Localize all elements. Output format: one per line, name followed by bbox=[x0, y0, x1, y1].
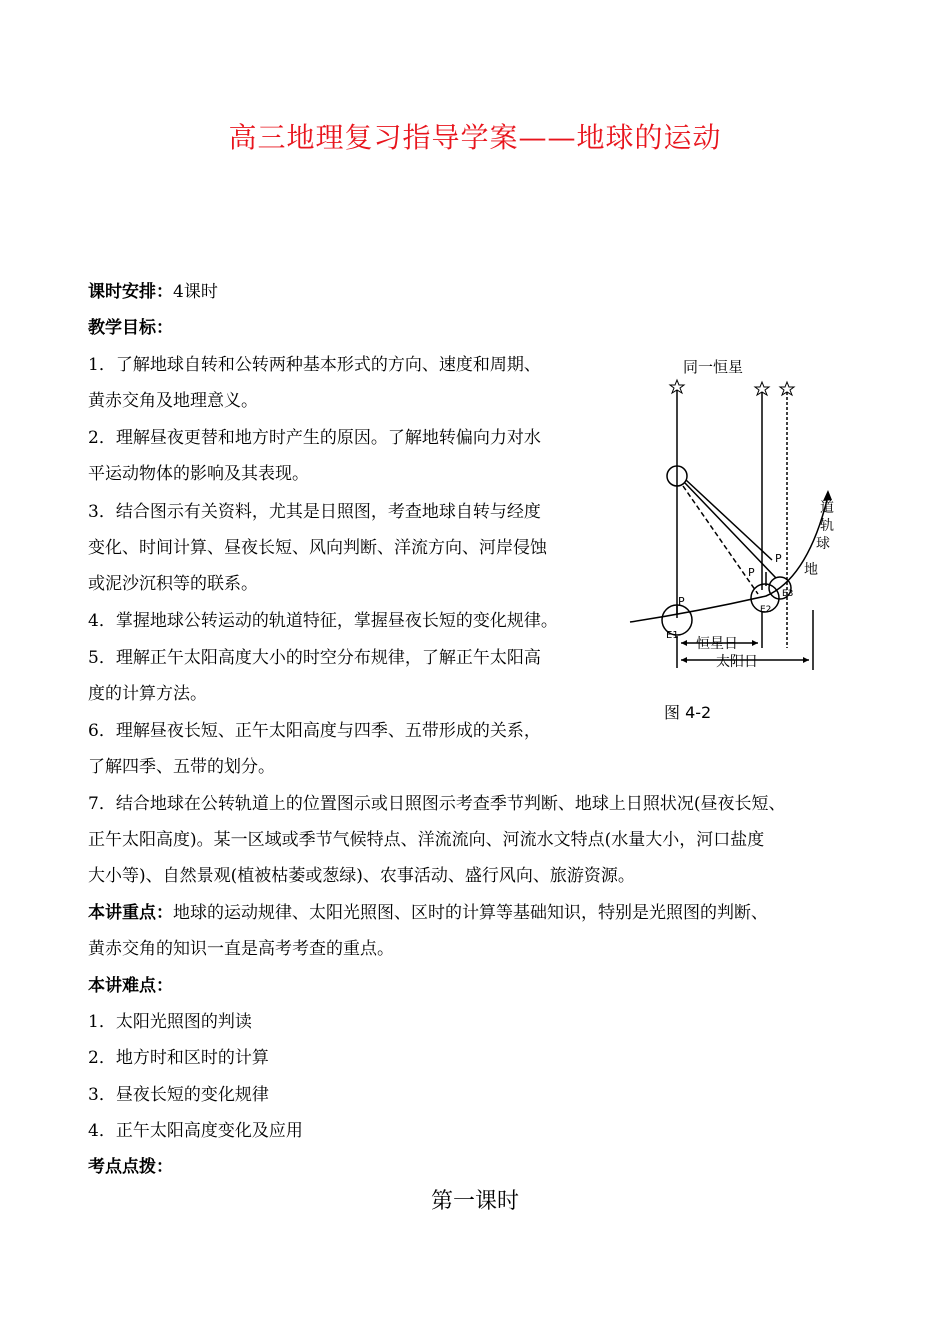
objective-line: 正午太阳高度)。某一区域或季节气候特点、洋流流向、河流水文特点(水量大小，河口盐度 bbox=[88, 830, 765, 850]
e3-label: E3 bbox=[782, 589, 794, 599]
key-points-label: 本讲重点： bbox=[88, 903, 173, 923]
objective-line: 1．了解地球自转和公转两种基本形式的方向、速度和周期、 bbox=[88, 355, 541, 375]
key-points-line: 黄赤交角的知识一直是高考考查的重点。 bbox=[88, 939, 394, 959]
arrowhead bbox=[803, 657, 809, 663]
orbit-label: 地 bbox=[804, 562, 818, 578]
key-points-text: 地球的运动规律、太阳光照图、区时的计算等基础知识，特别是光照图的判断、 bbox=[173, 903, 768, 923]
objective-line: 平运动物体的影响及其表现。 bbox=[88, 464, 309, 484]
lesson-heading: 第一课时 bbox=[430, 1189, 519, 1214]
objective-line: 大小等)、自然景观(植被枯萎或葱绿)、农事活动、盛行风向、旅游资源。 bbox=[88, 866, 635, 886]
solar-day-label: 太阳日 bbox=[716, 654, 758, 670]
difficulty-item: 1．太阳光照图的判读 bbox=[88, 1012, 252, 1032]
orbit-label: 球 bbox=[816, 536, 830, 552]
objective-line: 黄赤交角及地理意义。 bbox=[88, 391, 258, 411]
objective-line: 5．理解正午太阳高度大小的时空分布规律，了解正午太阳高 bbox=[88, 648, 541, 668]
objectives-label: 教学目标： bbox=[88, 318, 173, 338]
p-label: P bbox=[748, 566, 755, 579]
p-label: P bbox=[775, 552, 782, 565]
e1-label: E1 bbox=[666, 630, 679, 641]
exam-points-label: 考点点拨： bbox=[88, 1157, 173, 1177]
sidereal-day-label: 恒星日 bbox=[696, 636, 738, 652]
objective-line: 3．结合图示有关资料，尤其是日照图，考查地球自转与经度 bbox=[88, 502, 541, 522]
objective-line: 了解四季、五带的划分。 bbox=[88, 757, 275, 777]
p-label: P bbox=[678, 595, 685, 608]
difficulty-item: 3．昼夜长短的变化规律 bbox=[88, 1085, 269, 1105]
difficulty-item: 2．地方时和区时的计算 bbox=[88, 1048, 269, 1068]
objective-line: 度的计算方法。 bbox=[88, 684, 207, 704]
difficulties-label: 本讲难点： bbox=[88, 976, 173, 996]
orbit-label: 轨 bbox=[820, 518, 834, 534]
sun-ray-dashed bbox=[683, 486, 758, 594]
same-star-label: 同一恒星 bbox=[683, 358, 744, 376]
key-points-line bbox=[88, 895, 768, 931]
difficulty-item: 4．正午太阳高度变化及应用 bbox=[88, 1121, 303, 1141]
objective-line: 4．掌握地球公转运动的轨道特征，掌握昼夜长短的变化规律。 bbox=[88, 611, 558, 631]
schedule-value: 4课时 bbox=[173, 282, 218, 302]
earth-orbit bbox=[630, 496, 828, 622]
arrowhead bbox=[681, 657, 687, 663]
objective-line: 2．理解昼夜更替和地方时产生的原因。了解地转偏向力对水 bbox=[88, 428, 541, 448]
schedule-line bbox=[88, 274, 218, 310]
schedule-label: 课时安排： bbox=[88, 282, 173, 302]
objective-line: 或泥沙沉积等的联系。 bbox=[88, 574, 258, 594]
objective-line: 变化、时间计算、昼夜长短、风向判断、洋流方向、河岸侵蚀 bbox=[88, 538, 547, 558]
objective-line: 6．理解昼夜长短、正午太阳高度与四季、五带形成的关系， bbox=[88, 721, 541, 741]
arrowhead bbox=[752, 640, 758, 646]
objective-line: 7．结合地球在公转轨道上的位置图示或日照图示考查季节判断、地球上日照状况(昼夜长短、 bbox=[88, 794, 786, 814]
orbit-label: 道 bbox=[820, 500, 834, 516]
e2-label: E2 bbox=[760, 605, 772, 615]
document-title: 高三地理复习指导学案——地球的运动 bbox=[228, 121, 722, 154]
figure-caption: 图 4-2 bbox=[664, 703, 712, 722]
sun-ray bbox=[686, 480, 772, 560]
sidereal-solar-day-diagram bbox=[626, 350, 838, 680]
arrowhead bbox=[681, 640, 687, 646]
